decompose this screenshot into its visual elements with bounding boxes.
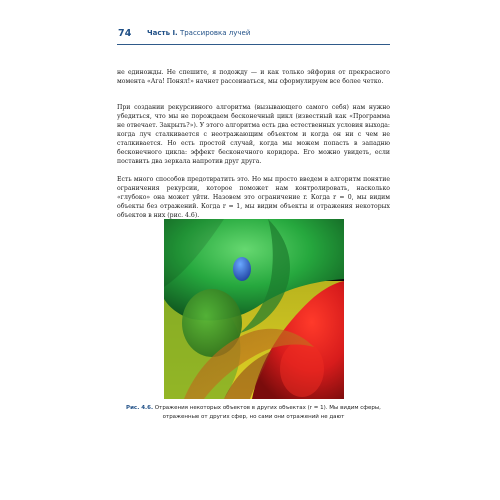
part-label: Часть I.: [147, 29, 178, 37]
paragraph-2: При создании рекурсивного алгоритма (вызывающего самого себя) нам нужно убедиться, что мы не порождаем бесконечный цикл (известный как «Программа не отвечает. Закрыть?»). У этого алгоритма есть два естественных условия выхода: когда луч сталкивается с неотражающим объектом и когда он ни с чем не сталкивается. Но есть простой случай, когда мы можем попасть в западню бесконечного цикла: эффект бесконечного коридора. Его можно увидеть, если поставить два зеркала напротив друг друга.: [117, 104, 391, 165]
raytrace-figure: [164, 219, 344, 399]
running-header: [117, 26, 390, 45]
page-number: 74: [118, 28, 132, 39]
raytrace-render-image: [164, 219, 344, 399]
caption-text: Отражения некоторых объектов в других объектах (r = 1). Мы видим сферы, отраженные от других сфер, но сами они отражений не дают: [154, 405, 381, 420]
chapter-title: [147, 29, 250, 37]
paragraph-1: не единожды. Не спешите, я подожду — и как только эйфория от прекрасного момента «Ага! Понял!» начнет рассеиваться, мы сформулируем все более четко.: [117, 69, 390, 85]
part-title: Трассировка лучей: [179, 29, 251, 37]
figure-caption: [117, 404, 390, 421]
caption-label: Рис. 4.6.: [126, 405, 154, 411]
paragraph-3: Есть много способов предотвратить это. Но мы просто введем в алгоритм понятие ограничения рекурсии, которое поможет нам контролировать, насколько «глубоко» она может уйти. Назовем это ограничение r. Когда r = 0, мы видим объекты без отражений. Когда r = 1, мы видим объекты и отражения некоторых объектов в них (рис. 4.6).: [117, 176, 390, 219]
